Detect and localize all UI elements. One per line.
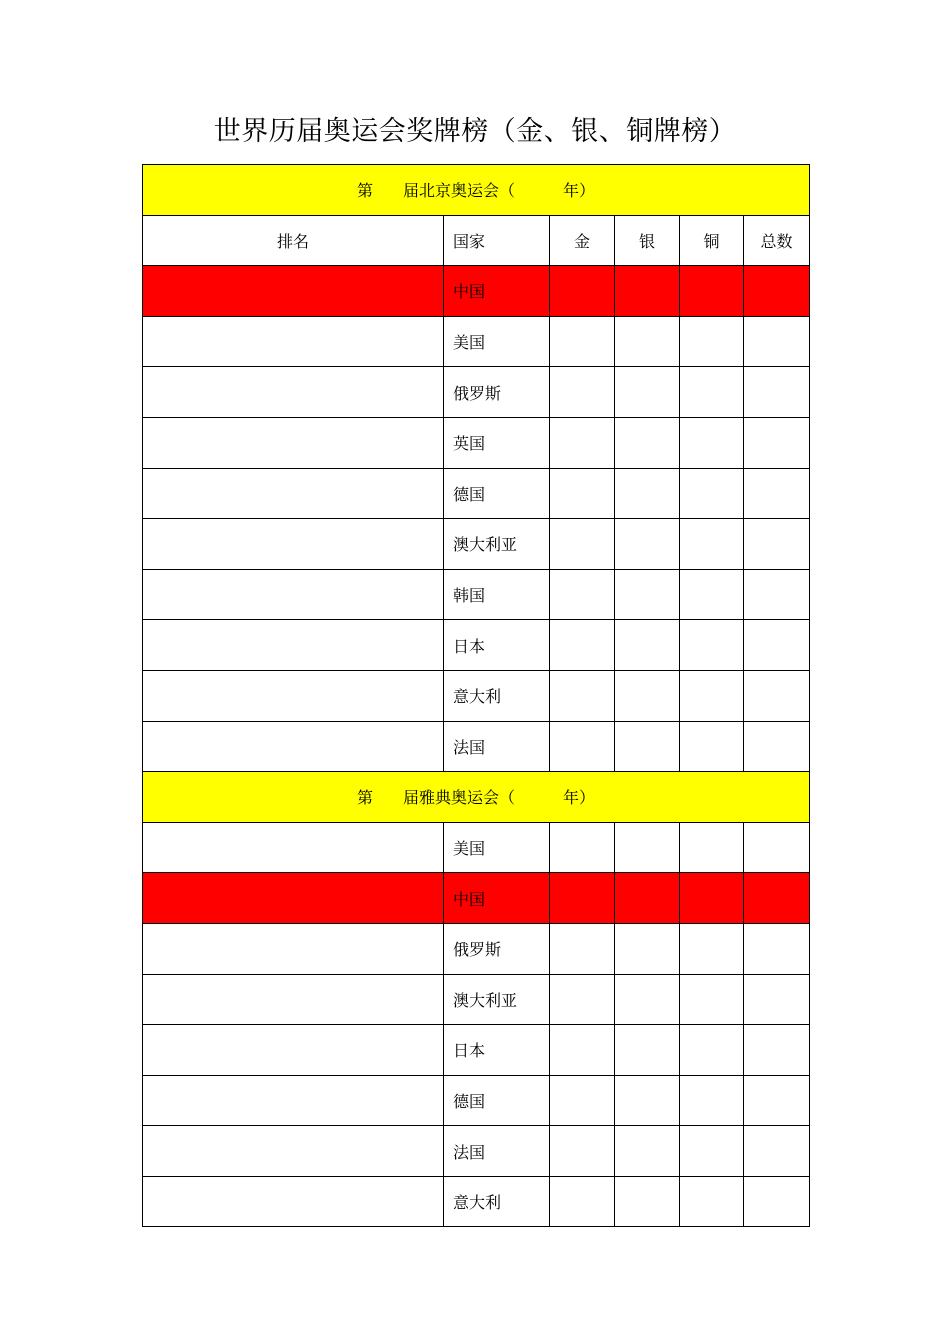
rank-cell <box>143 670 444 721</box>
country-row <box>143 923 810 974</box>
country-row <box>143 417 810 468</box>
bronze-cell <box>680 569 744 620</box>
silver-cell <box>615 266 680 317</box>
country-row <box>143 519 810 570</box>
rank-cell <box>143 873 444 924</box>
bronze-cell <box>680 873 744 924</box>
gold-cell <box>550 1176 615 1227</box>
gold-header: 金 <box>550 215 615 266</box>
total-cell <box>744 266 810 317</box>
column-header-row <box>143 215 810 266</box>
bronze-cell <box>680 1176 744 1227</box>
country-name-cell: 日本 <box>444 620 550 671</box>
gold-cell <box>550 670 615 721</box>
country-row <box>143 468 810 519</box>
country-row <box>143 367 810 418</box>
country-row <box>143 620 810 671</box>
bronze-cell <box>680 974 744 1025</box>
medal-table <box>142 164 810 1227</box>
silver-cell <box>615 822 680 873</box>
bronze-cell <box>680 721 744 772</box>
page-title: 世界历届奥运会奖牌榜（金、银、铜牌榜） <box>213 116 737 147</box>
games-header-cell <box>143 165 810 216</box>
games-number-prefix: 第 <box>357 788 374 808</box>
silver-cell <box>615 468 680 519</box>
rank-cell <box>143 1126 444 1177</box>
total-cell <box>744 316 810 367</box>
country-row <box>143 873 810 924</box>
bronze-cell <box>680 266 744 317</box>
games-name: 届北京奥运会（ <box>403 181 516 201</box>
bronze-cell <box>680 822 744 873</box>
rank-cell <box>143 519 444 570</box>
country-name-cell: 澳大利亚 <box>444 519 550 570</box>
gold-cell <box>550 519 615 570</box>
country-name-cell: 法国 <box>444 1126 550 1177</box>
gold-cell <box>550 367 615 418</box>
country-name-cell: 韩国 <box>444 569 550 620</box>
games-year-label: 年） <box>563 181 596 201</box>
total-cell <box>744 923 810 974</box>
gold-cell <box>550 1126 615 1177</box>
total-cell <box>744 873 810 924</box>
bronze-cell <box>680 923 744 974</box>
total-cell <box>744 468 810 519</box>
silver-cell <box>615 519 680 570</box>
gold-cell <box>550 569 615 620</box>
silver-cell <box>615 417 680 468</box>
country-name-cell: 德国 <box>444 1075 550 1126</box>
gold-cell <box>550 266 615 317</box>
silver-cell <box>615 316 680 367</box>
country-name-cell: 俄罗斯 <box>444 367 550 418</box>
country-name-cell: 法国 <box>444 721 550 772</box>
total-cell <box>744 974 810 1025</box>
total-header: 总数 <box>744 215 810 266</box>
silver-header: 银 <box>615 215 680 266</box>
country-name-cell: 中国 <box>444 266 550 317</box>
bronze-cell <box>680 417 744 468</box>
gold-cell <box>550 923 615 974</box>
country-name-cell: 澳大利亚 <box>444 974 550 1025</box>
silver-cell <box>615 367 680 418</box>
rank-cell <box>143 266 444 317</box>
country-name-cell: 意大利 <box>444 1176 550 1227</box>
total-cell <box>744 569 810 620</box>
silver-cell <box>615 620 680 671</box>
country-row <box>143 1075 810 1126</box>
gold-cell <box>550 974 615 1025</box>
games-year-label: 年） <box>563 788 596 808</box>
rank-cell <box>143 1176 444 1227</box>
rank-header: 排名 <box>143 215 444 266</box>
rank-cell <box>143 1025 444 1076</box>
rank-cell <box>143 417 444 468</box>
country-row <box>143 569 810 620</box>
country-name-cell: 美国 <box>444 316 550 367</box>
silver-cell <box>615 721 680 772</box>
country-name-cell: 意大利 <box>444 670 550 721</box>
total-cell <box>744 367 810 418</box>
silver-cell <box>615 1126 680 1177</box>
total-cell <box>744 1025 810 1076</box>
games-header-row <box>143 165 810 216</box>
bronze-cell <box>680 620 744 671</box>
bronze-cell <box>680 316 744 367</box>
total-cell <box>744 417 810 468</box>
country-name-cell: 美国 <box>444 822 550 873</box>
total-cell <box>744 822 810 873</box>
country-row <box>143 670 810 721</box>
bronze-cell <box>680 468 744 519</box>
country-row <box>143 1126 810 1177</box>
silver-cell <box>615 1176 680 1227</box>
country-header: 国家 <box>444 215 550 266</box>
medal-table-body <box>143 165 810 1227</box>
bronze-cell <box>680 1075 744 1126</box>
country-name-cell: 俄罗斯 <box>444 923 550 974</box>
silver-cell <box>615 974 680 1025</box>
country-row <box>143 822 810 873</box>
bronze-cell <box>680 670 744 721</box>
country-row <box>143 316 810 367</box>
country-row <box>143 721 810 772</box>
rank-cell <box>143 822 444 873</box>
silver-cell <box>615 670 680 721</box>
total-cell <box>744 1075 810 1126</box>
silver-cell <box>615 923 680 974</box>
total-cell <box>744 670 810 721</box>
bronze-cell <box>680 1025 744 1076</box>
country-row <box>143 1176 810 1227</box>
games-number-prefix: 第 <box>357 181 374 201</box>
silver-cell <box>615 873 680 924</box>
country-name-cell: 英国 <box>444 417 550 468</box>
total-cell <box>744 721 810 772</box>
gold-cell <box>550 316 615 367</box>
silver-cell <box>615 1075 680 1126</box>
rank-cell <box>143 316 444 367</box>
gold-cell <box>550 1075 615 1126</box>
country-name-cell: 德国 <box>444 468 550 519</box>
rank-cell <box>143 620 444 671</box>
gold-cell <box>550 873 615 924</box>
country-row <box>143 974 810 1025</box>
gold-cell <box>550 417 615 468</box>
gold-cell <box>550 1025 615 1076</box>
country-name-cell: 日本 <box>444 1025 550 1076</box>
rank-cell <box>143 974 444 1025</box>
gold-cell <box>550 468 615 519</box>
games-header-row <box>143 772 810 823</box>
games-name: 届雅典奥运会（ <box>403 788 516 808</box>
bronze-cell <box>680 367 744 418</box>
rank-cell <box>143 721 444 772</box>
gold-cell <box>550 822 615 873</box>
rank-cell <box>143 1075 444 1126</box>
total-cell <box>744 519 810 570</box>
rank-cell <box>143 569 444 620</box>
rank-cell <box>143 923 444 974</box>
bronze-cell <box>680 1126 744 1177</box>
bronze-cell <box>680 519 744 570</box>
country-row <box>143 1025 810 1076</box>
gold-cell <box>550 620 615 671</box>
total-cell <box>744 1176 810 1227</box>
country-name-cell: 中国 <box>444 873 550 924</box>
total-cell <box>744 620 810 671</box>
gold-cell <box>550 721 615 772</box>
country-row <box>143 266 810 317</box>
total-cell <box>744 1126 810 1177</box>
silver-cell <box>615 569 680 620</box>
rank-cell <box>143 367 444 418</box>
games-header-cell <box>143 772 810 823</box>
bronze-header: 铜 <box>680 215 744 266</box>
rank-cell <box>143 468 444 519</box>
silver-cell <box>615 1025 680 1076</box>
